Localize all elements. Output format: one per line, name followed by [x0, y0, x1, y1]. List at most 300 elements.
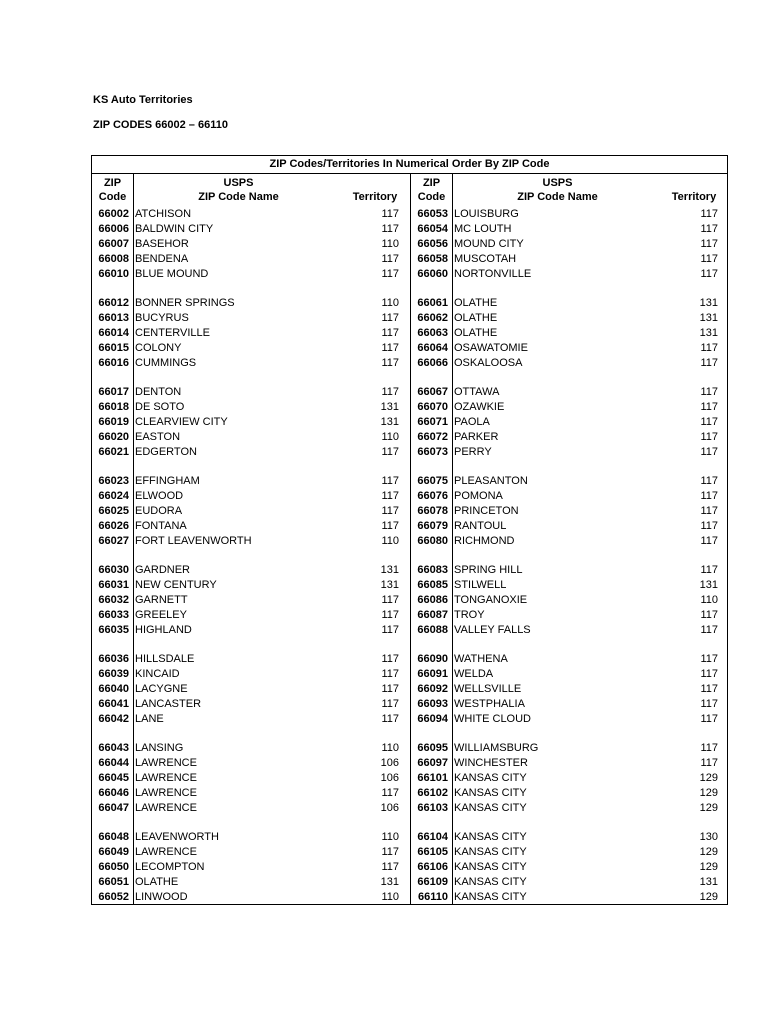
zip-code-cell: 66058: [417, 253, 448, 265]
zip-name-cell: NORTONVILLE: [454, 268, 532, 280]
zip-name-cell: WINCHESTER: [454, 757, 528, 769]
zip-name-cell: FORT LEAVENWORTH: [135, 535, 252, 547]
territory-cell: 117: [700, 416, 718, 428]
territory-cell: 117: [381, 327, 399, 339]
table-row: [92, 400, 410, 415]
table-row: [92, 430, 410, 445]
table-row: [92, 504, 410, 519]
zip-code-cell: 66030: [98, 564, 129, 576]
territory-cell: 117: [700, 431, 718, 443]
zip-code-cell: 66053: [417, 208, 448, 220]
zip-code-cell: 66109: [417, 876, 448, 888]
zip-name-cell: RICHMOND: [454, 535, 515, 547]
zip-code-cell: 66064: [417, 342, 448, 354]
table-row: [411, 697, 728, 712]
zip-name-cell: GARNETT: [135, 594, 188, 606]
table-row: [411, 489, 728, 504]
zip-group: [92, 296, 410, 371]
territory-cell: 110: [381, 238, 399, 250]
table-row: [92, 623, 410, 638]
zip-name-cell: WILLIAMSBURG: [454, 742, 539, 754]
zip-name-cell: WATHENA: [454, 653, 508, 665]
zip-code-cell: 66049: [98, 846, 129, 858]
zip-name-cell: LAWRENCE: [135, 772, 197, 784]
zip-code-cell: 66018: [98, 401, 129, 413]
territory-header: Territory: [352, 191, 398, 203]
zip-code-cell: 66054: [417, 223, 448, 235]
territory-cell: 110: [381, 891, 399, 903]
territory-cell: 117: [381, 208, 399, 220]
territory-cell: 117: [381, 253, 399, 265]
zip-code-cell: 66105: [417, 846, 448, 858]
table-row: [92, 890, 410, 905]
table-row: [92, 608, 410, 623]
territory-cell: 117: [700, 386, 718, 398]
zip-name-cell: CUMMINGS: [135, 357, 197, 369]
territory-cell: 131: [699, 876, 718, 888]
zip-code-cell: 66103: [417, 802, 448, 814]
zip-header-line2: Code: [98, 191, 127, 203]
zip-name-cell: LANCASTER: [135, 698, 202, 710]
zip-name-cell: NEW CENTURY: [135, 579, 217, 591]
territory-cell: 117: [700, 223, 718, 235]
table-row: [411, 830, 728, 845]
table-row: [411, 519, 728, 534]
territory-cell: 131: [380, 579, 399, 591]
zip-name-cell: OSKALOOSA: [454, 357, 523, 369]
zip-name-cell: EASTON: [135, 431, 181, 443]
table-row: [92, 474, 410, 489]
zip-group: [411, 474, 728, 549]
zip-code-cell: 66095: [417, 742, 448, 754]
table-row: [92, 222, 410, 237]
zip-code-cell: 66036: [98, 653, 129, 665]
zip-header-line1: ZIP: [103, 177, 122, 189]
zip-name-cell: KANSAS CITY: [454, 846, 527, 858]
zip-name-cell: MUSCOTAH: [454, 253, 517, 265]
zip-name-cell: BENDENA: [135, 253, 189, 265]
table-row: [411, 445, 728, 460]
zip-code-cell: 66033: [98, 609, 129, 621]
zip-code-cell: 66093: [417, 698, 448, 710]
zip-name-cell: BLUE MOUND: [135, 268, 209, 280]
zip-name-cell: KANSAS CITY: [454, 802, 527, 814]
zip-name-cell: RANTOUL: [454, 520, 507, 532]
table-row: [411, 356, 728, 371]
table-row: [411, 415, 728, 430]
table-row: [411, 801, 728, 816]
zip-group: [92, 830, 410, 905]
table-row: [92, 252, 410, 267]
zip-code-cell: 66073: [417, 446, 448, 458]
territory-cell: 106: [380, 757, 399, 769]
zip-code-cell: 66010: [98, 268, 129, 280]
zip-code-cell: 66032: [98, 594, 129, 606]
zip-code-cell: 66025: [98, 505, 129, 517]
zip-name-cell: LANSING: [135, 742, 184, 754]
territory-cell: 117: [700, 653, 718, 665]
table-row: [411, 385, 728, 400]
territory-cell: 117: [381, 698, 399, 710]
territory-cell: 117: [381, 475, 399, 487]
zip-name-cell: LACYGNE: [135, 683, 188, 695]
zip-name-cell: GARDNER: [135, 564, 191, 576]
table-row: [92, 311, 410, 326]
zip-name-cell: BASEHOR: [135, 238, 189, 250]
zip-name-cell: PERRY: [454, 446, 492, 458]
zip-name-cell: LANE: [135, 713, 164, 725]
zip-code-cell: 66046: [98, 787, 129, 799]
zip-code-cell: 66110: [418, 891, 448, 903]
zip-code-cell: 66013: [98, 312, 129, 324]
table-row: [92, 652, 410, 667]
table-row: [92, 445, 410, 460]
territory-cell: 117: [700, 446, 718, 458]
territory-cell: 117: [700, 238, 718, 250]
zip-name-cell: PARKER: [454, 431, 499, 443]
zip-code-cell: 66021: [98, 446, 129, 458]
territory-cell: 117: [381, 520, 399, 532]
zip-code-cell: 66035: [98, 624, 129, 636]
zip-code-cell: 66023: [98, 475, 129, 487]
table-row: [411, 504, 728, 519]
zip-name-cell: LINWOOD: [135, 891, 188, 903]
zip-code-header: [411, 176, 452, 204]
table-row: [92, 385, 410, 400]
zip-code-cell: 66067: [417, 386, 448, 398]
territory-cell: 129: [699, 861, 718, 873]
zip-name-header: [453, 176, 662, 204]
zip-code-cell: 66031: [98, 579, 129, 591]
zip-group: [411, 385, 728, 460]
table-row: [411, 341, 728, 356]
zip-code-cell: 66070: [417, 401, 448, 413]
zip-code-cell: 66097: [417, 757, 448, 769]
zip-code-cell: 66091: [417, 668, 448, 680]
zip-group: [411, 741, 728, 816]
zip-name-cell: TROY: [454, 609, 485, 621]
table-row: [411, 682, 728, 697]
zip-code-cell: 66050: [98, 861, 129, 873]
territory-cell: 131: [380, 564, 399, 576]
zip-name-cell: LAWRENCE: [135, 846, 197, 858]
zip-code-cell: 66043: [98, 742, 129, 754]
zip-name-cell: GREELEY: [135, 609, 187, 621]
zip-group: [411, 652, 728, 727]
zip-name-cell: WESTPHALIA: [454, 698, 525, 710]
territory-cell: 110: [700, 594, 718, 606]
zip-name-cell: BONNER SPRINGS: [135, 297, 235, 309]
table-row: [92, 697, 410, 712]
zip-name-cell: EFFINGHAM: [135, 475, 200, 487]
table-row: [92, 667, 410, 682]
table-row: [411, 474, 728, 489]
zip-code-cell: 66062: [417, 312, 448, 324]
territory-cell: 117: [700, 268, 718, 280]
territory-cell: 117: [381, 505, 399, 517]
zip-name-cell: KANSAS CITY: [454, 876, 527, 888]
zip-code-cell: 66092: [417, 683, 448, 695]
zip-group: [92, 652, 410, 727]
table-row: [92, 578, 410, 593]
territory-cell: 117: [381, 223, 399, 235]
zip-group: [411, 830, 728, 905]
zip-name-cell: KINCAID: [135, 668, 180, 680]
table-row: [411, 252, 728, 267]
table-row: [411, 326, 728, 341]
zip-name-cell: MOUND CITY: [454, 238, 524, 250]
zip-code-cell: 66015: [98, 342, 129, 354]
zip-code-cell: 66102: [417, 787, 448, 799]
zip-name-cell: PLEASANTON: [454, 475, 528, 487]
table-row: [92, 356, 410, 371]
territory-cell: 117: [381, 653, 399, 665]
zip-name-cell: OLATHE: [454, 312, 498, 324]
territory-cell: 117: [700, 490, 718, 502]
territory-cell: 117: [700, 713, 718, 725]
zip-name-cell: LAWRENCE: [135, 757, 197, 769]
zip-code-cell: 66076: [417, 490, 448, 502]
table-row: [411, 845, 728, 860]
table-row: [411, 267, 728, 282]
table-row: [92, 237, 410, 252]
territory-cell: 106: [380, 802, 399, 814]
table-row: [411, 296, 728, 311]
zip-name-cell: KANSAS CITY: [454, 787, 527, 799]
table-body: [92, 174, 727, 904]
zip-code-cell: 66027: [98, 535, 129, 547]
table-row: [92, 593, 410, 608]
table-row: [411, 311, 728, 326]
table-row: [92, 875, 410, 890]
territory-cell: 117: [700, 564, 718, 576]
zip-code-cell: 66060: [417, 268, 448, 280]
zip-name-cell: LEAVENWORTH: [135, 831, 219, 843]
table-row: [411, 563, 728, 578]
zip-name-cell: SPRING HILL: [454, 564, 523, 576]
zip-code-cell: 66026: [98, 520, 129, 532]
zip-name-cell: OZAWKIE: [454, 401, 505, 413]
table-row: [92, 415, 410, 430]
zip-group: [92, 385, 410, 460]
territory-cell: 129: [699, 772, 718, 784]
table-row: [92, 830, 410, 845]
zip-name-cell: WELLSVILLE: [454, 683, 522, 695]
table-row: [92, 563, 410, 578]
zip-name-cell: LAWRENCE: [135, 787, 197, 799]
territory-cell: 117: [700, 757, 718, 769]
name-header-line1: USPS: [223, 177, 254, 189]
zip-name-cell: KANSAS CITY: [454, 891, 527, 903]
table-row: [411, 712, 728, 727]
zip-name-cell: PAOLA: [454, 416, 490, 428]
territory-cell: 131: [699, 327, 718, 339]
table-row: [92, 489, 410, 504]
territory-cell: 117: [381, 312, 399, 324]
territory-cell: 117: [381, 861, 399, 873]
table-row: [411, 578, 728, 593]
zip-name-cell: BALDWIN CITY: [135, 223, 214, 235]
table-row: [411, 430, 728, 445]
territory-cell: 131: [699, 579, 718, 591]
zip-code-cell: 66085: [417, 579, 448, 591]
zip-code-cell: 66106: [417, 861, 448, 873]
zip-name-cell: EDGERTON: [135, 446, 197, 458]
zip-code-cell: 66087: [417, 609, 448, 621]
table-title: ZIP Codes/Territories In Numerical Order By ZIP Code: [92, 156, 727, 174]
zip-code-cell: 66071: [417, 416, 448, 428]
table-row: [411, 756, 728, 771]
zip-header-line2: Code: [417, 191, 446, 203]
zip-code-cell: 66017: [98, 386, 129, 398]
territory-cell: 117: [700, 505, 718, 517]
zip-code-cell: 66014: [98, 327, 129, 339]
territory-cell: 117: [381, 609, 399, 621]
zip-name-cell: HILLSDALE: [135, 653, 195, 665]
table-row: [92, 801, 410, 816]
zip-code-cell: 66019: [98, 416, 129, 428]
zip-code-cell: 66079: [417, 520, 448, 532]
territory-cell: 117: [700, 698, 718, 710]
zip-code-cell: 66061: [417, 297, 448, 309]
zip-name-cell: COLONY: [135, 342, 182, 354]
document-subtitle: ZIP CODES 66002 – 66110: [93, 119, 228, 131]
territory-cell: 117: [700, 342, 718, 354]
territory-cell: 117: [381, 713, 399, 725]
name-header-line2: ZIP Code Name: [198, 191, 279, 203]
territory-cell: 117: [700, 742, 718, 754]
zip-name-cell: CLEARVIEW CITY: [135, 416, 228, 428]
zip-name-cell: DENTON: [135, 386, 182, 398]
table-row: [92, 207, 410, 222]
territory-cell: 110: [381, 431, 399, 443]
territory-cell: 117: [700, 609, 718, 621]
table-row: [411, 771, 728, 786]
zip-code-cell: 66072: [417, 431, 448, 443]
territory-cell: 117: [381, 846, 399, 858]
zip-code-cell: 66012: [98, 297, 129, 309]
table-row: [411, 652, 728, 667]
zip-group: [411, 296, 728, 371]
territory-cell: 129: [699, 787, 718, 799]
zip-group: [92, 474, 410, 549]
territory-cell: 117: [381, 668, 399, 680]
table-row: [92, 341, 410, 356]
territory-cell: 117: [700, 668, 718, 680]
territory-cell: 110: [381, 831, 399, 843]
zip-code-cell: 66007: [98, 238, 129, 250]
table-row: [92, 786, 410, 801]
territory-cell: 130: [699, 831, 718, 843]
zip-name-cell: OLATHE: [454, 297, 498, 309]
zip-code-cell: 66039: [98, 668, 129, 680]
zip-group: [92, 207, 410, 282]
zip-name-cell: KANSAS CITY: [454, 772, 527, 784]
territory-cell: 117: [700, 475, 718, 487]
zip-name-header: [134, 176, 343, 204]
territory-cell: 117: [700, 401, 718, 413]
zip-name-cell: OSAWATOMIE: [454, 342, 528, 354]
zip-code-cell: 66056: [417, 238, 448, 250]
zip-code-cell: 66006: [98, 223, 129, 235]
territory-cell: 131: [380, 416, 399, 428]
zip-group: [92, 563, 410, 638]
zip-name-cell: POMONA: [454, 490, 503, 502]
zip-name-cell: TONGANOXIE: [454, 594, 528, 606]
zip-code-cell: 66104: [417, 831, 448, 843]
table-row: [411, 534, 728, 549]
territory-cell: 117: [700, 253, 718, 265]
zip-code-cell: 66075: [417, 475, 448, 487]
table-row: [411, 608, 728, 623]
zip-header-line1: ZIP: [422, 177, 441, 189]
territory-cell: 106: [380, 772, 399, 784]
territory-cell: 117: [700, 624, 718, 636]
territory-cell: 117: [700, 535, 718, 547]
zip-territory-table: [91, 155, 728, 905]
table-row: [411, 207, 728, 222]
table-row: [92, 845, 410, 860]
territory-cell: 117: [700, 520, 718, 532]
zip-code-cell: 66094: [417, 713, 448, 725]
territory-cell: 110: [381, 297, 399, 309]
territory-cell: 131: [380, 876, 399, 888]
table-row: [92, 771, 410, 786]
zip-group: [411, 563, 728, 638]
zip-code-cell: 66016: [98, 357, 129, 369]
zip-code-cell: 66080: [417, 535, 448, 547]
zip-code-header: [92, 176, 133, 204]
zip-name-cell: KANSAS CITY: [454, 861, 527, 873]
zip-code-cell: 66083: [417, 564, 448, 576]
zip-code-cell: 66040: [98, 683, 129, 695]
zip-code-cell: 66041: [98, 698, 129, 710]
territory-cell: 117: [700, 208, 718, 220]
territory-cell: 117: [700, 683, 718, 695]
table-row: [411, 741, 728, 756]
zip-code-cell: 66020: [98, 431, 129, 443]
table-row: [411, 237, 728, 252]
table-row: [411, 860, 728, 875]
table-row: [411, 786, 728, 801]
table-row: [92, 741, 410, 756]
zip-name-cell: WHITE CLOUD: [454, 713, 531, 725]
zip-name-cell: WELDA: [454, 668, 494, 680]
territory-cell: 117: [381, 683, 399, 695]
zip-name-cell: ELWOOD: [135, 490, 184, 502]
zip-code-cell: 66086: [417, 594, 448, 606]
name-header-line1: USPS: [542, 177, 573, 189]
table-row: [92, 519, 410, 534]
zip-code-cell: 66047: [98, 802, 129, 814]
zip-name-cell: LAWRENCE: [135, 802, 197, 814]
territory-cell: 117: [381, 490, 399, 502]
table-row: [411, 400, 728, 415]
name-header-line2: ZIP Code Name: [517, 191, 598, 203]
zip-code-cell: 66024: [98, 490, 129, 502]
zip-code-cell: 66088: [417, 624, 448, 636]
zip-name-cell: BUCYRUS: [135, 312, 189, 324]
table-row: [411, 623, 728, 638]
table-row: [92, 534, 410, 549]
territory-cell: 117: [381, 386, 399, 398]
territory-cell: 110: [381, 535, 399, 547]
zip-code-cell: 66090: [417, 653, 448, 665]
zip-name-cell: KANSAS CITY: [454, 831, 527, 843]
zip-code-cell: 66044: [98, 757, 129, 769]
zip-name-cell: ATCHISON: [135, 208, 192, 220]
table-row: [411, 667, 728, 682]
